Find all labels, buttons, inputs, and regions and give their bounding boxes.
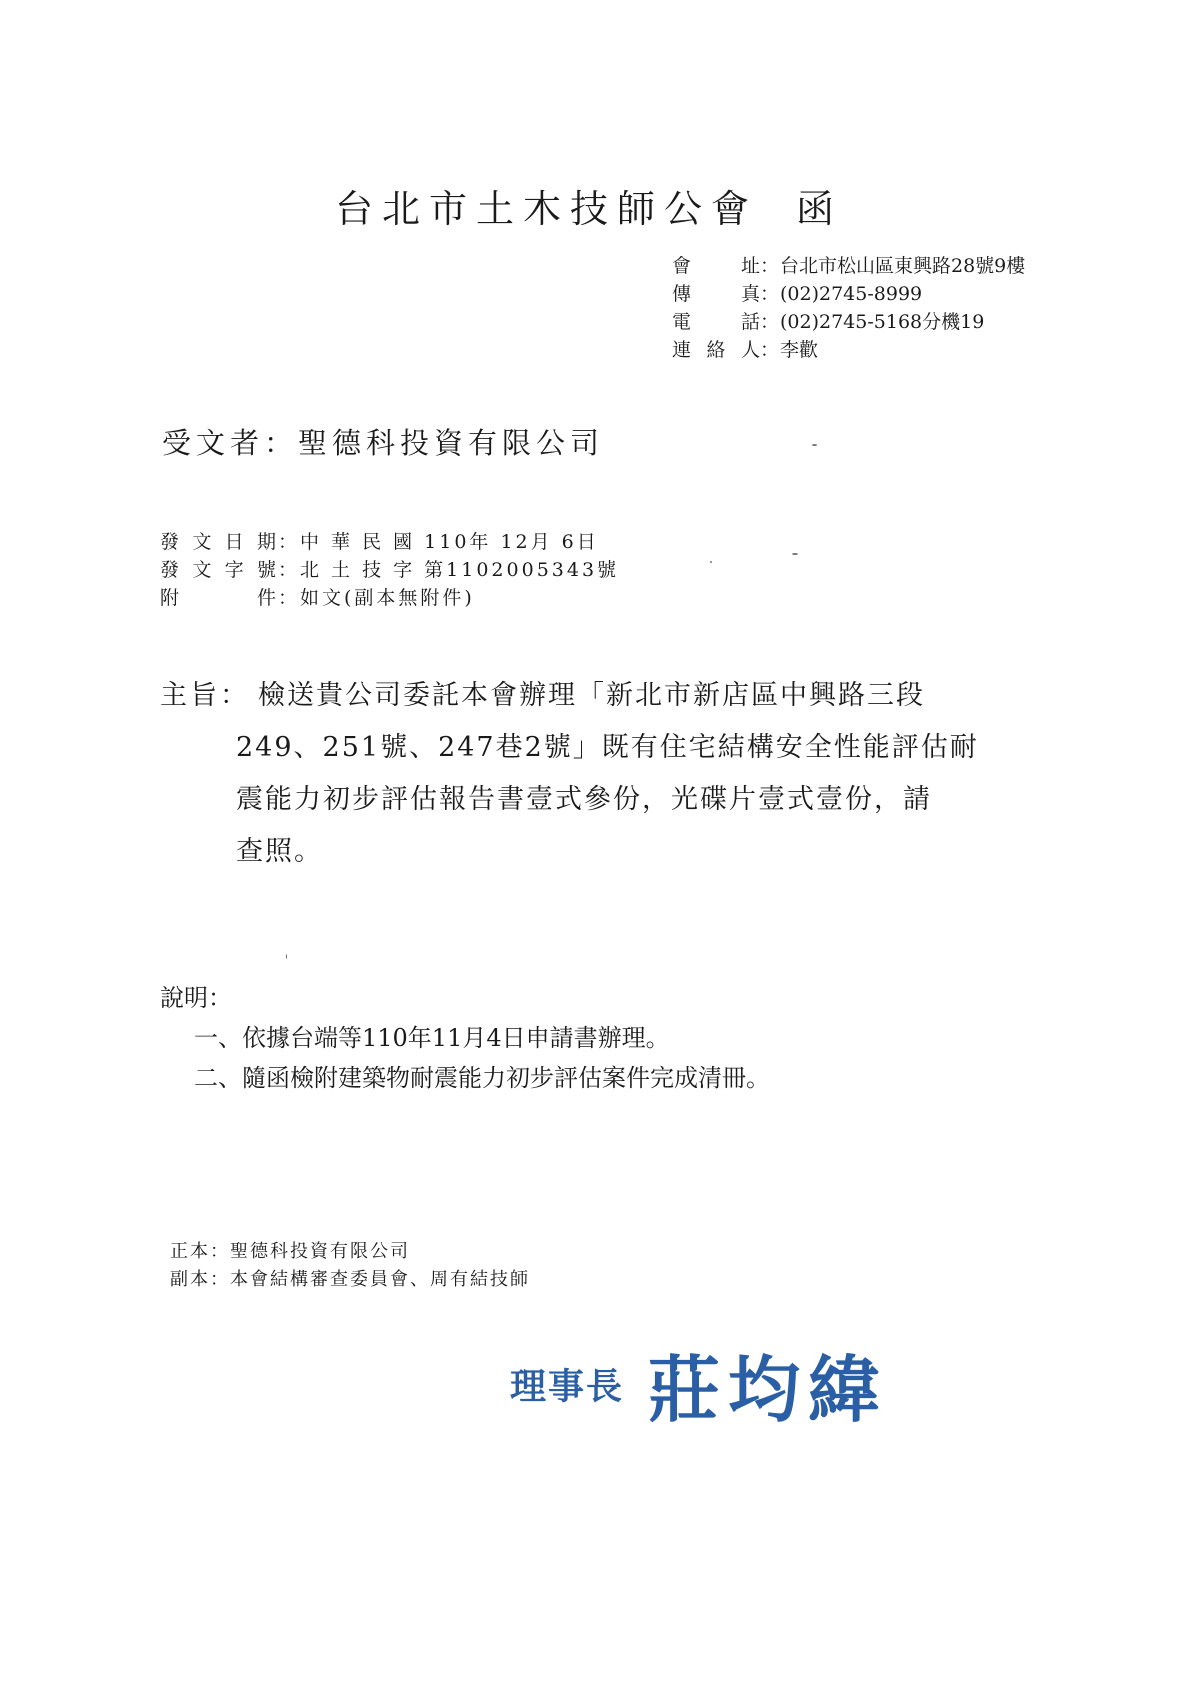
subject-line: 查照。 [236,836,323,867]
contact-address: 會址 ： 台北市松山區東興路28號9樓 [672,255,1026,277]
document-title [335,178,843,233]
explanation-item: 二、隨函檢附建築物耐震能力初步評估案件完成清冊。 [194,1064,770,1092]
signature-role: 理事長 [510,1365,625,1408]
scan-speck [812,444,817,446]
document-meta [160,528,619,612]
subject-line: 檢送貴公司委託本會辦理「新北市新店區中興路三段 [258,680,925,711]
distribution-block [170,1238,530,1294]
scan-speck [792,553,798,555]
contact-block [672,252,1025,364]
contact-person: 連絡人 ： 李歡 [672,339,819,361]
subject-label: 主旨： [160,680,250,711]
recipient-line: 受文者：聖德科投資有限公司 [162,426,605,460]
subject-section [160,670,1040,878]
explanation-label: 說明： [160,984,232,1012]
contact-phone: 電話 ： (02)2745-5168分機19 [672,311,985,333]
meta-reference-number: 發文字號 ： 北 土 技 字 第1102005343號 [160,559,620,581]
meta-date: 發文日期 ： 中 華 民 國 110年 12月 6日 [160,531,599,553]
scan-speck [710,561,712,563]
signature-stamp [510,1332,888,1436]
org-name: 台北市土木技師公會 [335,187,759,231]
meta-attachment: 附件 ： 如文(副本無附件) [160,587,475,609]
scan-speck [286,954,287,959]
doc-type: 函 [796,187,844,231]
signature-name: 莊均緯 [648,1347,889,1432]
explanation-section [160,978,770,1098]
subject-line: 249、251號、247巷2號」既有住宅結構安全性能評估耐 [236,732,979,763]
subject-line: 震能力初步評估報告書壹式參份，光碟片壹式壹份，請 [236,784,932,815]
recipient-label: 受文者 [162,426,265,460]
recipient-value: 聖德科投資有限公司 [298,426,605,460]
copy-recipients: 副本：本會結構審查委員會、周有結技師 [170,1269,530,1290]
original-recipient: 正本：聖德科投資有限公司 [170,1241,410,1262]
explanation-item: 一、依據台端等110年11月4日申請書辦理。 [194,1024,670,1052]
contact-fax: 傳真 ： (02)2745-8999 [672,283,923,305]
